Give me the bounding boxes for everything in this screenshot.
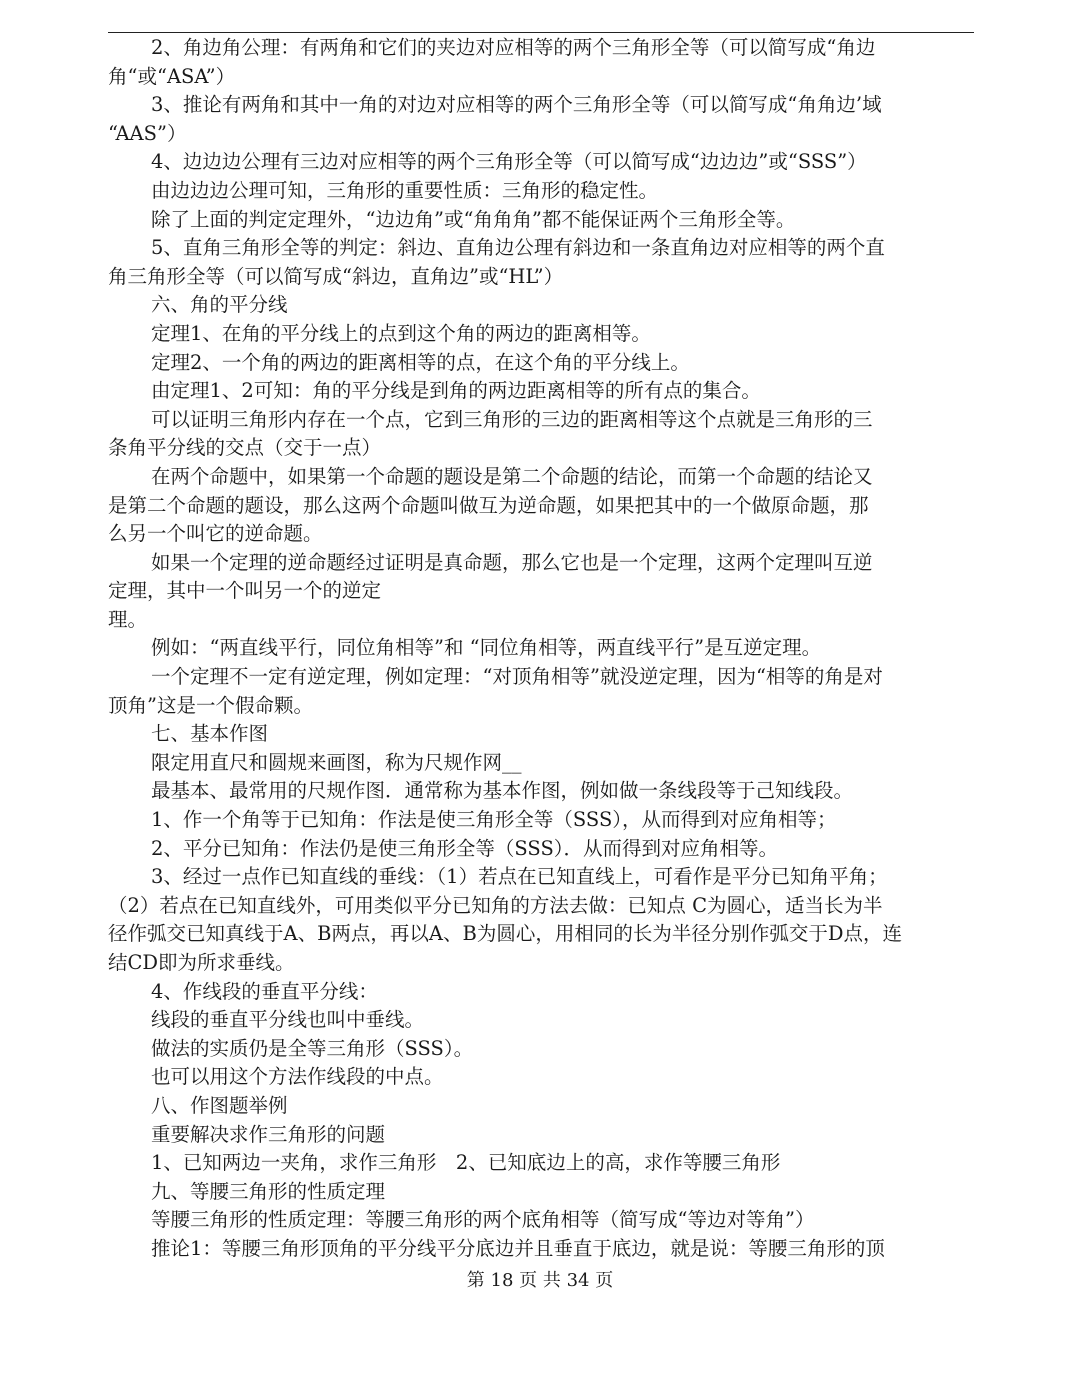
text-line: 3、经过一点作已知直线的垂线：（1）若点在已知直线上，可看作是平分已知角平角；: [151, 865, 888, 889]
text-line: 一个定理不一定有逆定理，例如定理：“对顶角相等”就没逆定理，因为“相等的角是对: [151, 665, 883, 689]
text-line: 2、平分已知角：作法仍是使三角形全等（SSS）．从而得到对应角相等。: [151, 836, 779, 860]
text-line: 么另一个叫它的逆命题。: [108, 522, 323, 546]
text-line: 1、已知两边一夹角，求作三角形 2、已知底边上的高，求作等腰三角形: [151, 1151, 781, 1175]
text-line: 线段的垂直平分线也叫中垂线。: [151, 1008, 425, 1032]
text-line: 重要解决求作三角形的问题: [151, 1122, 386, 1146]
text-line: 等腰三角形的性质定理：等腰三角形的两个底角相等（简写成“等边对等角”）: [151, 1208, 815, 1232]
text-line: “AAS”）: [108, 121, 187, 145]
text-line: 角三角形全等（可以简写成“斜边，直角边”或“HL”）: [108, 264, 564, 288]
text-line: 定理1、在角的平分线上的点到这个角的两边的距离相等。: [151, 321, 651, 345]
text-line: 理。: [108, 607, 148, 631]
text-line: 2、角边角公理：有两角和它们的夹边对应相等的两个三角形全等（可以简写成“角边: [151, 36, 876, 59]
text-line: （2）若点在已知直线外，可用类似平分已知角的方法去做：已知点 C为圆心，适当长为半: [108, 893, 883, 917]
text-line: 3、推论有两角和其中一角的对边对应相等的两个三角形全等（可以简写成“角角边’域: [151, 93, 882, 117]
text-line: 由边边边公理可知，三角形的重要性质：三角形的稳定性。: [151, 178, 659, 202]
text-line: 条角平分线的交点（交于一点）: [108, 436, 382, 460]
text-line: 例如：“两直线平行，同位角相等”和 “同位角相等，两直线平行”是互逆定理。: [151, 636, 822, 660]
text-line: 六、角的平分线: [151, 293, 288, 317]
text-line: 也可以用这个方法作线段的中点。: [151, 1065, 444, 1089]
text-line: 限定用直尺和圆规来画图，称为尺规作网__: [151, 750, 522, 774]
document-body: [108, 34, 974, 1264]
text-line: 结CD即为所求垂线。: [108, 951, 295, 974]
text-line: 推论1：等腰三角形顶角的平分线平分底边并且垂直于底边，就是说：等腰三角形的顶: [151, 1236, 885, 1260]
text-line: 5、直角三角形全等的判定：斜边、直角边公理有斜边和一条直角边对应相等的两个直: [151, 236, 885, 260]
text-line: 除了上面的判定定理外，“边边角”或“角角角”都不能保证两个三角形全等。: [151, 207, 796, 231]
text-line: 做法的实质仍是全等三角形（SSS）。: [151, 1036, 474, 1060]
text-line: 4、边边边公理有三边对应相等的两个三角形全等（可以简写成“边边边”或“SSS”）: [151, 150, 867, 174]
header-rule: [108, 32, 974, 33]
text-line: 4、作线段的垂直平分线：: [151, 979, 378, 1003]
text-line: 顶角”这是一个假命颗。: [108, 693, 313, 717]
text-line: 如果一个定理的逆命题经过证明是真命题，那么它也是一个定理，这两个定理叫互逆: [151, 550, 873, 574]
text-line: 最基本、最常用的尺规作图．通常称为基本作图，例如做一条线段等于己知线段。: [151, 779, 854, 803]
text-line: 是第二个命题的题设，那么这两个命题叫做互为逆命题，如果把其中的一个做原命题，那: [108, 493, 869, 517]
text-line: 角“或“ASA”）: [108, 64, 236, 88]
text-line: 定理2、一个角的两边的距离相等的点，在这个角的平分线上。: [151, 350, 690, 374]
text-line: 七、基本作图: [151, 722, 269, 746]
text-line: 九、等腰三角形的性质定理: [151, 1179, 386, 1203]
text-line: 可以证明三角形内存在一个点，它到三角形的三边的距离相等这个点就是三角形的三: [151, 407, 873, 431]
text-line: 由定理1、2可知：角的平分线是到角的两边距离相等的所有点的集合。: [151, 379, 761, 403]
text-line: 径作弧交已知真线于A、B两点，再以A、B为圆心，用相同的长为半径分别作弧交于D点，连: [108, 922, 902, 946]
text-line: 1、作一个角等于已知角：作法是使三角形全等（SSS），从而得到对应角相等；: [151, 808, 837, 832]
page-footer: 第 18 页 共 34 页: [466, 1270, 614, 1291]
text-line: 八、作图题举例: [151, 1093, 288, 1117]
text-line: 在两个命题中，如果第一个命题的题设是第二个命题的结论，而第一个命题的结论又: [151, 464, 873, 488]
text-line: 定理，其中一个叫另一个的逆定: [108, 579, 382, 603]
